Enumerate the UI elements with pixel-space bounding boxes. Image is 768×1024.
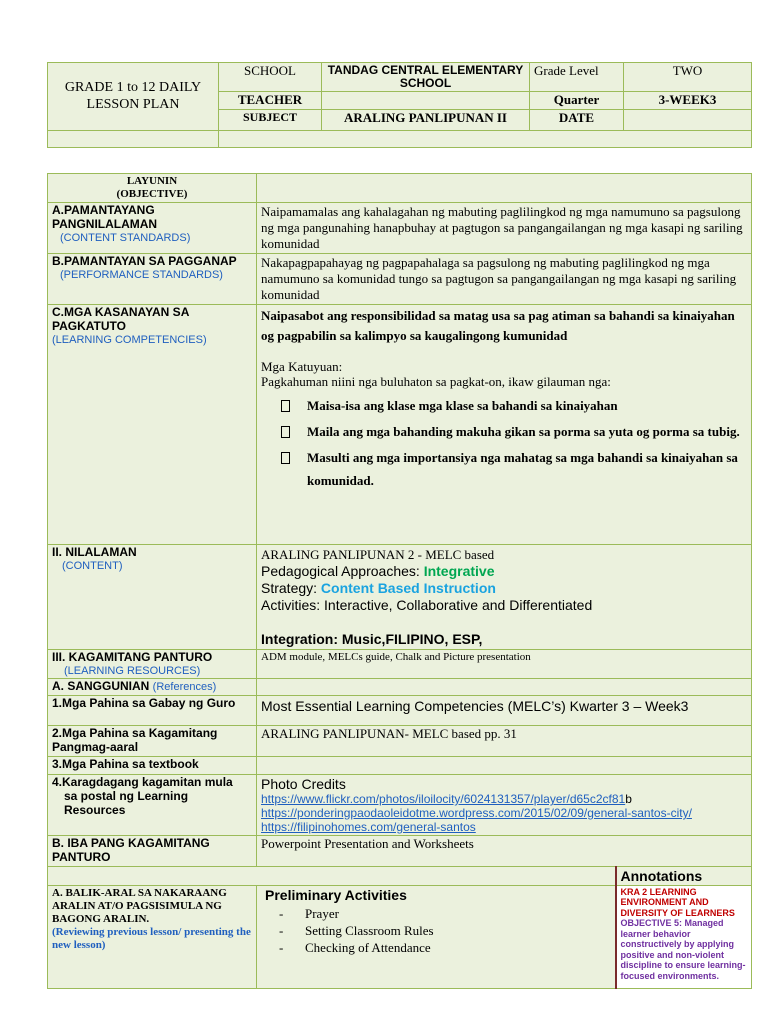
katuyuan-intro: Pagkahuman niini nga buluhaton sa pagkat-on, ikaw gilauman nga: [261, 373, 611, 389]
competency-main: Naipasabot ang responsibilidad sa matag usa sa pag atiman sa bahandi sa kinaiyahan og pagpabilin sa kalimpyo sa kaugalingong kumunidad [261, 308, 735, 343]
photo-credits: Photo Credits [261, 776, 346, 793]
list-item: Masulti ang mga importansiya nga mahatag sa mga bahandi sa kinaiyahan sa komunidad. [281, 446, 747, 492]
katuyuan-label: Mga Katuyuan: [261, 359, 343, 374]
bullet-box-icon [281, 400, 290, 412]
subject-label: SUBJECT [242, 109, 298, 124]
learning-competencies-label: C.MGA KASANAYAN SA PAGKATUTO [52, 305, 189, 333]
strategy: Strategy: Content Based Instruction [261, 580, 496, 596]
list-item: - Setting Classroom Rules [279, 922, 611, 939]
resources-label: III. KAGAMITANG PANTURO [52, 650, 213, 664]
objective-heading-sub: (OBJECTIVE) [116, 188, 188, 200]
pedagogical-approaches: Pedagogical Approaches: Integrative [261, 563, 495, 579]
preliminary-list [261, 905, 611, 956]
performance-standards-text: Nakapagpapahayag ng pagpapahalaga sa pagsulong ng mabuting paglilingkod ng mga namumuno sa komunidad tungo sa pagtugon sa pangangailangan ng mga kasapi ng sariling komunidad [261, 255, 737, 302]
objective5-annotation: OBJECTIVE 5: Managed learner behavior constructively by applying positive and non-violent discipline to ensure learning-focused environments. [620, 918, 746, 981]
kagamitan-value: ARALING PANLIPUNAN- MELC based pp. 31 [261, 726, 517, 742]
content-standards-label: A.PAMANTAYANG PANGNILALAMAN [52, 203, 158, 231]
gabay-value: Most Essential Learning Competencies (MELC’s) Kwarter 3 – Week3 [261, 698, 689, 715]
quarter-label: Quarter [553, 92, 600, 107]
grade-level-label: Grade Level [534, 63, 599, 78]
content-standards-sub: (CONTENT STANDARDS) [60, 231, 191, 244]
performance-standards-label: B.PAMANTAYAN SA PAGGANAP [52, 254, 237, 268]
balik-aral-label: A. BALIK-ARAL SA NAKARAANG ARALIN AT/O PAGSISIMULA NG BAGONG ARALIN. [52, 886, 227, 925]
content-label: II. NILALAMAN [52, 545, 137, 559]
link-wordpress[interactable]: https://ponderingpaodaoleidotme.wordpress.com/2015/02/09/general-santos-city/ [261, 806, 692, 821]
bullet-box-icon [281, 426, 290, 438]
sanggunian-label: A. SANGGUNIAN [52, 679, 153, 694]
link-filipinohomes[interactable]: https://filipinohomes.com/general-santos [261, 820, 476, 835]
integration: Integration: Music,FILIPINO, ESP, [261, 631, 483, 647]
annotations-label: Annotations [620, 867, 703, 884]
list-item: - Checking of Attendance [279, 939, 611, 956]
dagdag-label: 4.Karagdagang kagamitan mula [52, 775, 233, 790]
performance-standards-sub: (PERFORMANCE STANDARDS) [60, 268, 223, 281]
content-standards-text: Naipamamalas ang kahalagahan ng mabuting paglilingkod ng mga namumuno sa pagsulong ng mga pangunahing hanapbuhay at pagtugon sa pangangailangan ng mga kasapi ng sariling komunidad [261, 204, 743, 251]
grade-title: GRADE 1 to 12 DAILY LESSON PLAN [64, 80, 202, 113]
bullet-box-icon [281, 452, 290, 464]
main-table [47, 173, 752, 989]
header-table [47, 62, 752, 148]
school-value: TANDAG CENTRAL ELEMENTARY SCHOOL [327, 63, 524, 90]
teacher-label: TEACHER [237, 92, 303, 107]
resources-sub: (LEARNING RESOURCES) [64, 664, 201, 677]
gabay-label: 1.Mga Pahina sa Gabay ng Guro [52, 696, 236, 711]
grade-level-value: TWO [672, 63, 703, 78]
kra-annotation: KRA 2 LEARNING ENVIRONMENT AND DIVERSITY OF LEARNERS [620, 886, 735, 918]
subject-value: ARALING PANLIPUNAN II [344, 109, 507, 125]
iba-label: B. IBA PANG KAGAMITANG PANTURO [52, 836, 210, 864]
school-label: SCHOOL [243, 63, 296, 78]
preliminary-title: Preliminary Activities [265, 886, 407, 903]
iba-value: Powerpoint Presentation and Worksheets [261, 836, 474, 852]
kagamitan-label: 2.Mga Pahina sa Kagamitang Pangmag-aaral [52, 726, 218, 755]
balik-aral-sub: (Reviewing previous lesson/ presenting the new lesson) [52, 925, 251, 951]
objectives-list [261, 394, 747, 492]
date-label: DATE [558, 109, 595, 125]
resources-value: ADM module, MELCs guide, Chalk and Picture presentation [261, 651, 531, 663]
list-item: Maila ang mga bahanding makuha gikan sa porma sa yuta og porma sa tubig. [281, 420, 747, 443]
content-sub: (CONTENT) [62, 559, 123, 572]
link-flickr[interactable]: https://www.flickr.com/photos/iloilocity/6024131357/player/d65c2cf81 [261, 792, 626, 807]
learning-competencies-sub: (LEARNING COMPETENCIES) [52, 333, 207, 346]
objective-heading: LAYUNIN [126, 175, 178, 187]
list-item: Maisa-isa ang klase mga klase sa bahandi sa kinaiyahan [281, 394, 747, 417]
activities: Activities: Interactive, Collaborative and Differentiated [261, 597, 593, 613]
content-line1: ARALING PANLIPUNAN 2 - MELC based [261, 547, 495, 562]
sanggunian-sub: (References) [152, 681, 217, 694]
link-suffix: b [625, 792, 632, 807]
dagdag-label-2: sa postal ng Learning Resources [64, 788, 189, 817]
quarter-value: 3-WEEK3 [658, 92, 717, 107]
textbook-label: 3.Mga Pahina sa textbook [52, 757, 199, 772]
list-item: - Prayer [279, 905, 611, 922]
